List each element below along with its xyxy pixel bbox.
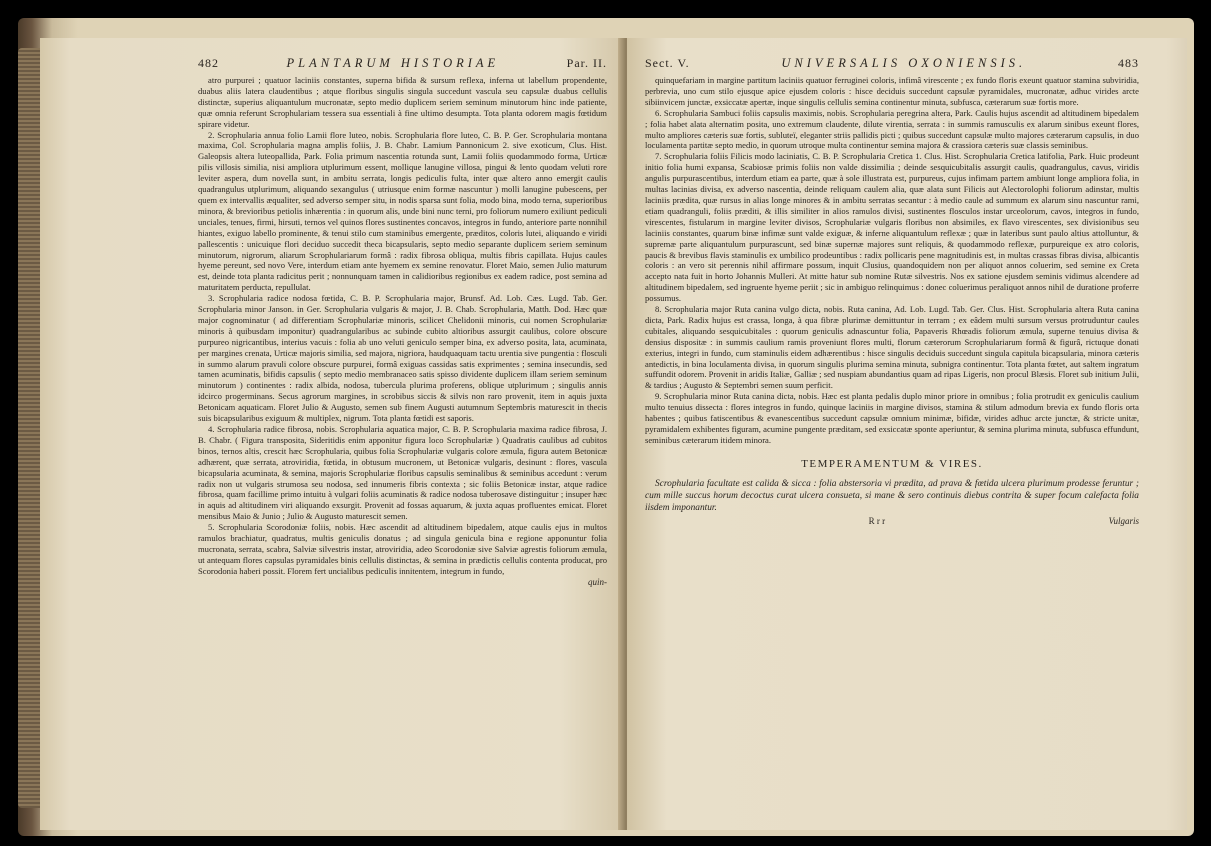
right-running-title: UNIVERSALIS OXONIENSIS. (781, 56, 1027, 70)
left-running-head (198, 56, 607, 71)
left-paragraph: 2. Scrophularia annua folio Lamii flore luteo, nobis. Scrophularia flore luteo, C. B. P. Ger. Scrophularia montana maxima, Col. Scrophularia magna amplis foliis, J. B. Chabr. Lamium Pannonicum 2. sive exoticum, Clus. Hist. Galeopsis altera luteopallida, Park. Folia primum nascentia rotunda sunt, Lamii foliis quodammodo forma, Urticæ pilis villosis similia, nisi ampliora utplurimum essent, mollique lanugine villosa, pingui & lento quodam veluti rore leviter aspera, dum novella sunt, in ambitu serrata, longis pediculis fulta, inter quæ altero anno emergit caulis quadrangulus utplurimum, aliquando sexangulus ( utriusque enim formæ nascuntur ) molli lanugine pubescens, per quem ex intervallis æqualiter, sed adverso semper situ, in nodis sparsa sunt folia, modo bina, modo terna, superioribus minora, & brevioribus petiolis inhærentia : in quorum alis, unde bini nunc terni, pro foliorum numero exiliunt pediculi unciales, tenues, firmi, hirsuti, ternos vel quinos flores sustinentes concavos, integros in fundo, anteriore parte nonnihil hiantes, exiguo labello prominente, & tenui stilo cum staminibus emergente, præditos, coloris lutei, aliquando e viridi pallescentis : unicuique flori deciduo succedit theca bicapsularis, septo medio separante duplicem seriem seminum minutorum, nigrorum, aliarum Scrophulariarum formâ : radix fibrosa obliqua, multis fibris capillata. Hujus caules hyeme pereunt, sed novo Vere, interdum etiam ante hyemem ex semine renovatur. Floret Maio, semen Julio maturum est, deinde tota planta radicitus perit ; nonnunquam tamen in calidioribus regionibus ex eadem radice, post semina ad maturitatem perducta, repullulat. (198, 129, 607, 293)
left-paragraph: 5. Scrophularia Scorodoniæ foliis, nobis. Hæc ascendit ad altitudinem bipedalem, atque caulis ejus in multos ramulos brachiatur, quadratus, multis geniculis donatus ; ad singula genicula bina e regione apponuntur folia mucronata, serrata, scabra, Salviæ silvestris instar, atroviridia, adeo Scorodoniæ sive Salviæ agrestis foliorum æmula, ut antequam flores capsulas pyramidales binis cellulis distinctas, & semina in prædictis cellulis contenta producat, pro Scorodonia haberi possit. Florem fert uncialibus pediculis innitentem, integrum in fundo, (198, 522, 607, 576)
right-paragraph: 8. Scrophularia major Ruta canina vulgo dicta, nobis. Ruta canina, Ad. Lob. Lugd. Tab. Ger. Clus. Hist. Scrophularia altera Ruta canina dicta, Park. Radix hujus est crassa, longa, à qua fibræ plurimæ demittuntur in terram ; ex eâdem multi sursum versus protruduntur caules cubitales, aliquando sesquicubitales : quorum geniculis adnascuntur folia, Papaveris Rhœadis foliorum æmula, superne tenuius divisa & densius dispositæ : in summis caulium ramis proveniunt flores multi, florum cæterorum Scrophulariarum formâ & figurâ, rictuque donati exterius, integri in fundo, cum staminulis eidem adhærentibus : hisce singulis deciduis succedunt singula capitula bicapsularia, minora cæteris antedictis, in bina loculamenta divisa, in quorum singulis plurima semina minuta, subnigra continentur. Tota planta fœtet, aut saltem ingratum suffundit odorem. Provenit in aridis Italiæ, Galliæ ; sed nuspiam abundantius quam ad ripas Ligeris, non procul Blæsis. Floret sub initium Julii, & tardius ; Augusto & Septembri semen suum perficit. (645, 304, 1139, 391)
left-part-label: Par. II. (566, 56, 607, 70)
right-page-number: 483 (1117, 56, 1139, 70)
right-paragraph: 9. Scrophularia minor Ruta canina dicta, nobis. Hæc est planta pedalis duplo minor priore in omnibus ; folia protrudit ex geniculis caulium multo tenuius dissecta : flores integros in fundo, quinque laciniis in margine divisos, stamina & stilum admodum brevia ex fundo floris orta habentes ; quibus fatiscentibus & evanescentibus succedunt capsulæ omnium minimæ, bifidæ, virides adhuc arcte junctæ, & stricte unitæ, pyramidalem exhibentes figuram, acumine pungente præditam, sed exsiccatæ sponte aperiuntur, & semina plurima minuta, subfusca effundunt, seminibus cæterarum itidem minora. (645, 391, 1139, 445)
right-catchword: Vulgaris (1108, 515, 1139, 526)
left-paragraph: 3. Scrophularia radice nodosa fœtida, C. B. P. Scrophularia major, Brunsf. Ad. Lob. Cæs. Lugd. Tab. Ger. Scrophularia minor Janson. in Ger. Scrophularia vulgaris & major, J. B. Chab. Scrophularia, Matth. Dod. Hæc quæ major cognominatur ( ad differentiam Scrophulariæ minoris, scilicet Chelidonii minoris, cui nomen Scrophulariæ minoris à quibusdam imponitur) quadrangularibus ac subinde cubito altioribus assurgit caulibus, colore obscure purpureo nigricantibus, interius vacuis : folia ab uno veluti geniculo semper bina, ex adverso posita, lata, acuminata, per margines crenata, Urticæ majoris similia, sed majora, nigriora, haudquaquam tactu urentia sive pungentia : flosculi in summo alarum pravuli colore obscure purpurei, formâ exiguas cassidas satis exprimentes ; semina insecundis, sed tamen acuminatis, bifidis capsulis ( septo medio membranaceo satis spisso dividente duplicem illam seriem seminum minutorum ) continentes : radix albida, nodosa, tubercula plurima proferens, oblique utplurimum ; singulis annis idcirco progerminans. Secus agrorum margines, in scrobibus siccis & silvis non raro provenit, item in aquis juxta Betonicam aquaticam. Floret Julio & Augusto, semen sub finem Augusti autumnum Septembris maturescit in thecis suis bicapsularibus exiguum & multiplex, nigrum. Tota planta fœtidi est saporis. (198, 293, 607, 424)
left-paragraph: atro purpurei ; quatuor laciniis constantes, superna bifida & sursum reflexa, inferna ut labellum propendente, duabus aliis latera claudentibus ; atque floribus singulis singula succedunt vascula seu capsulæ duabus cellulis distinctæ, superius aliquantulum mucronatæ, septo medio duplicem seriem seminum minutorum hinc inde patiente, quæ omnia referunt Scrophulariam tessera sua essentiali à fine ultimo desumpta. Tota planta odorem magis fœtidum spirare videtur. (198, 75, 607, 129)
right-section-label: Sect. V. (645, 56, 690, 70)
left-catchword: quin- (588, 576, 607, 587)
right-paragraph: quinquefariam in margine partitum laciniis quatuor ferruginei coloris, infimâ virescente ; ex fundo floris exeunt quatuor stamina subviridia, perbrevia, uno cum stilo ejusque apice ejusdem coloris : hisce deciduis succedunt capsulæ pyramidales, mucronatæ, adhuc virides arcte sibiinvicem junctæ, exsiccatæ apertæ, inque singulis cellulis semina continentur minuta, subfusca, cæterarum suæ fortis more. (645, 75, 1139, 107)
right-paragraph: 6. Scrophularia Sambuci foliis capsulis maximis, nobis. Scrophularia peregrina altera, Park. Caulis hujus ascendit ad altitudinem bipedalem ; folia habet alata alternatim posita, uno extremum claudente, dilute virentia, serrata : in summis ramusculis ex alarum sinibus exeunt flores, multo ampliores cæteris suæ fortis, subluteï, eleganter striis pallidis picti ; quibus succedunt capsulæ multo majores cæterarum capsulis, in duo loculamenta partitæ septo medio, in quorum utroque multa continentur semina majora & crassiora cæteris suæ classis seminibus. (645, 107, 1139, 151)
right-paragraph: 7. Scrophularia foliis Filicis modo laciniatis, C. B. P. Scrophularia Cretica 1. Clus. Hist. Scrophularia Cretica latifolia, Park. Huic prodeunt initio folia humi expansa, Scabiosæ primis foliis non valde dissimilia ; deinde sesquicubitalis assurgit caulis, quadrangulus, cavus, viridis angulis purpurascentibus, interdum etiam ea parte, quæ à sole illustrata est, purpureus, cujus infimam partem ambiunt longe ampliora folia, in multas lacinias divisa, ex adverso nascentia, deinde reliquam caulem alia, quæ alata sunt Filicis aut Alectorolophi foliorum adinstar, multis laciniis prædita, quæ rursus in alias longe minores & in ambitu serratas secantur : à medio caule ad summum ex alarum sinu nascuntur rami, etiam quadranguli, foliis præditi, & illis similiter in alios ramulos divisi, sustinentes flosculos instar urceolorum, cavos, integros in fundo, virescentes, fistularum in margine leviter divisos, Scrophulariæ vulgaris floribus non absimiles, ex flavo virescentes, sex divisionibus seu laciniis constantes, quarum binæ infimæ sunt valde exiguæ, & inferne aliquantulum reflexæ ; quæ in lateribus sunt paulo altius attolluntur, & supremæ parte aliquantulum purpurascunt, sed binæ supernæ majores sunt reliquis, & quodammodo reflexæ, purpureique ex atro coloris, paucis & brevibus flavis staminulis ex umbilico prodeuntibus : radix pollicaris pene magnitudinis est, in multas crassas fibras divisa, albicantis coloris : an vero sit perennis nihil affirmare possum, inquit Clusius, quandoquidem non per aliquot annos coluerim, sed semine ex Creta accepto nata fuit in horto Johannis Mulleri. At mitte hatur sub nomine Rutæ silvestris. Nos ex satione ejusdem seminis vidimus alcendere ad altitudinem bipedalem, sed ingruente hyeme periit ; sic in ambiguo relinquimus : donec coluerimus peraliquot annos nihil de duratione proferre possumus. (645, 151, 1139, 304)
signature-mark: R r r (868, 515, 886, 526)
open-book (18, 18, 1194, 836)
right-page (627, 38, 1187, 830)
virtues-paragraph: Scrophularia facultate est calida & sicca : folia abstersoria vi prædita, ad prava & fœtida ulcera plurimum prodesse feruntur ; cum mille succus horum decoctus curat ulcera consueta, si mane & sero continuis diebus contrita & super focum calefacta folia iisdem imponantur. (645, 478, 1139, 513)
left-page-number: 482 (198, 56, 219, 70)
section-heading: TEMPERAMENTUM & VIRES. (801, 457, 983, 470)
left-page (40, 38, 625, 830)
left-running-title: PLANTARUM HISTORIAE (286, 56, 500, 70)
right-footer (645, 516, 1139, 526)
right-running-head (645, 56, 1139, 71)
left-paragraph: 4. Scrophularia radice fibrosa, nobis. Scrophularia aquatica major, C. B. P. Scrophularia maxima radice fibrosa, J. B. Chabr. ( Figura transposita, Sideritidis enim apponitur figura loco Scrophulariæ ) Quadratis caulibus ad cubitos binos, ternos altis, crescit hæc Scrophularia, quibus folia Scrophulariæ vulgaris colore æmula, figura autem Betonicæ adhærent, quæ serrata, atroviridia, fœtida, in obtusum mucronem, ut Betonicæ vulgaris, desinunt : flores, vascula bicapsularia acuminata, & semina, majoris Scrophulariæ floribus capsulis seminalibus & seminibus accedunt : verum radix non ut vulgaris strumosa seu nodosa, sed innumeris fibris contexta ; sic foliis Betonicæ instar, atque radice fibrosa, quam facillime primo intuitu à vulgari foliis acuminatis & radice nodosa tuberosave distinguitur ; insuper hæc in aquis ad altitudinem viri aliquando exsurgit. Provenit ad fossas aquarum, & juxta aquas profluentes emicat. Floret mensibus Maio & Junio ; Julio & Augusto maturescit semen. (198, 424, 607, 522)
